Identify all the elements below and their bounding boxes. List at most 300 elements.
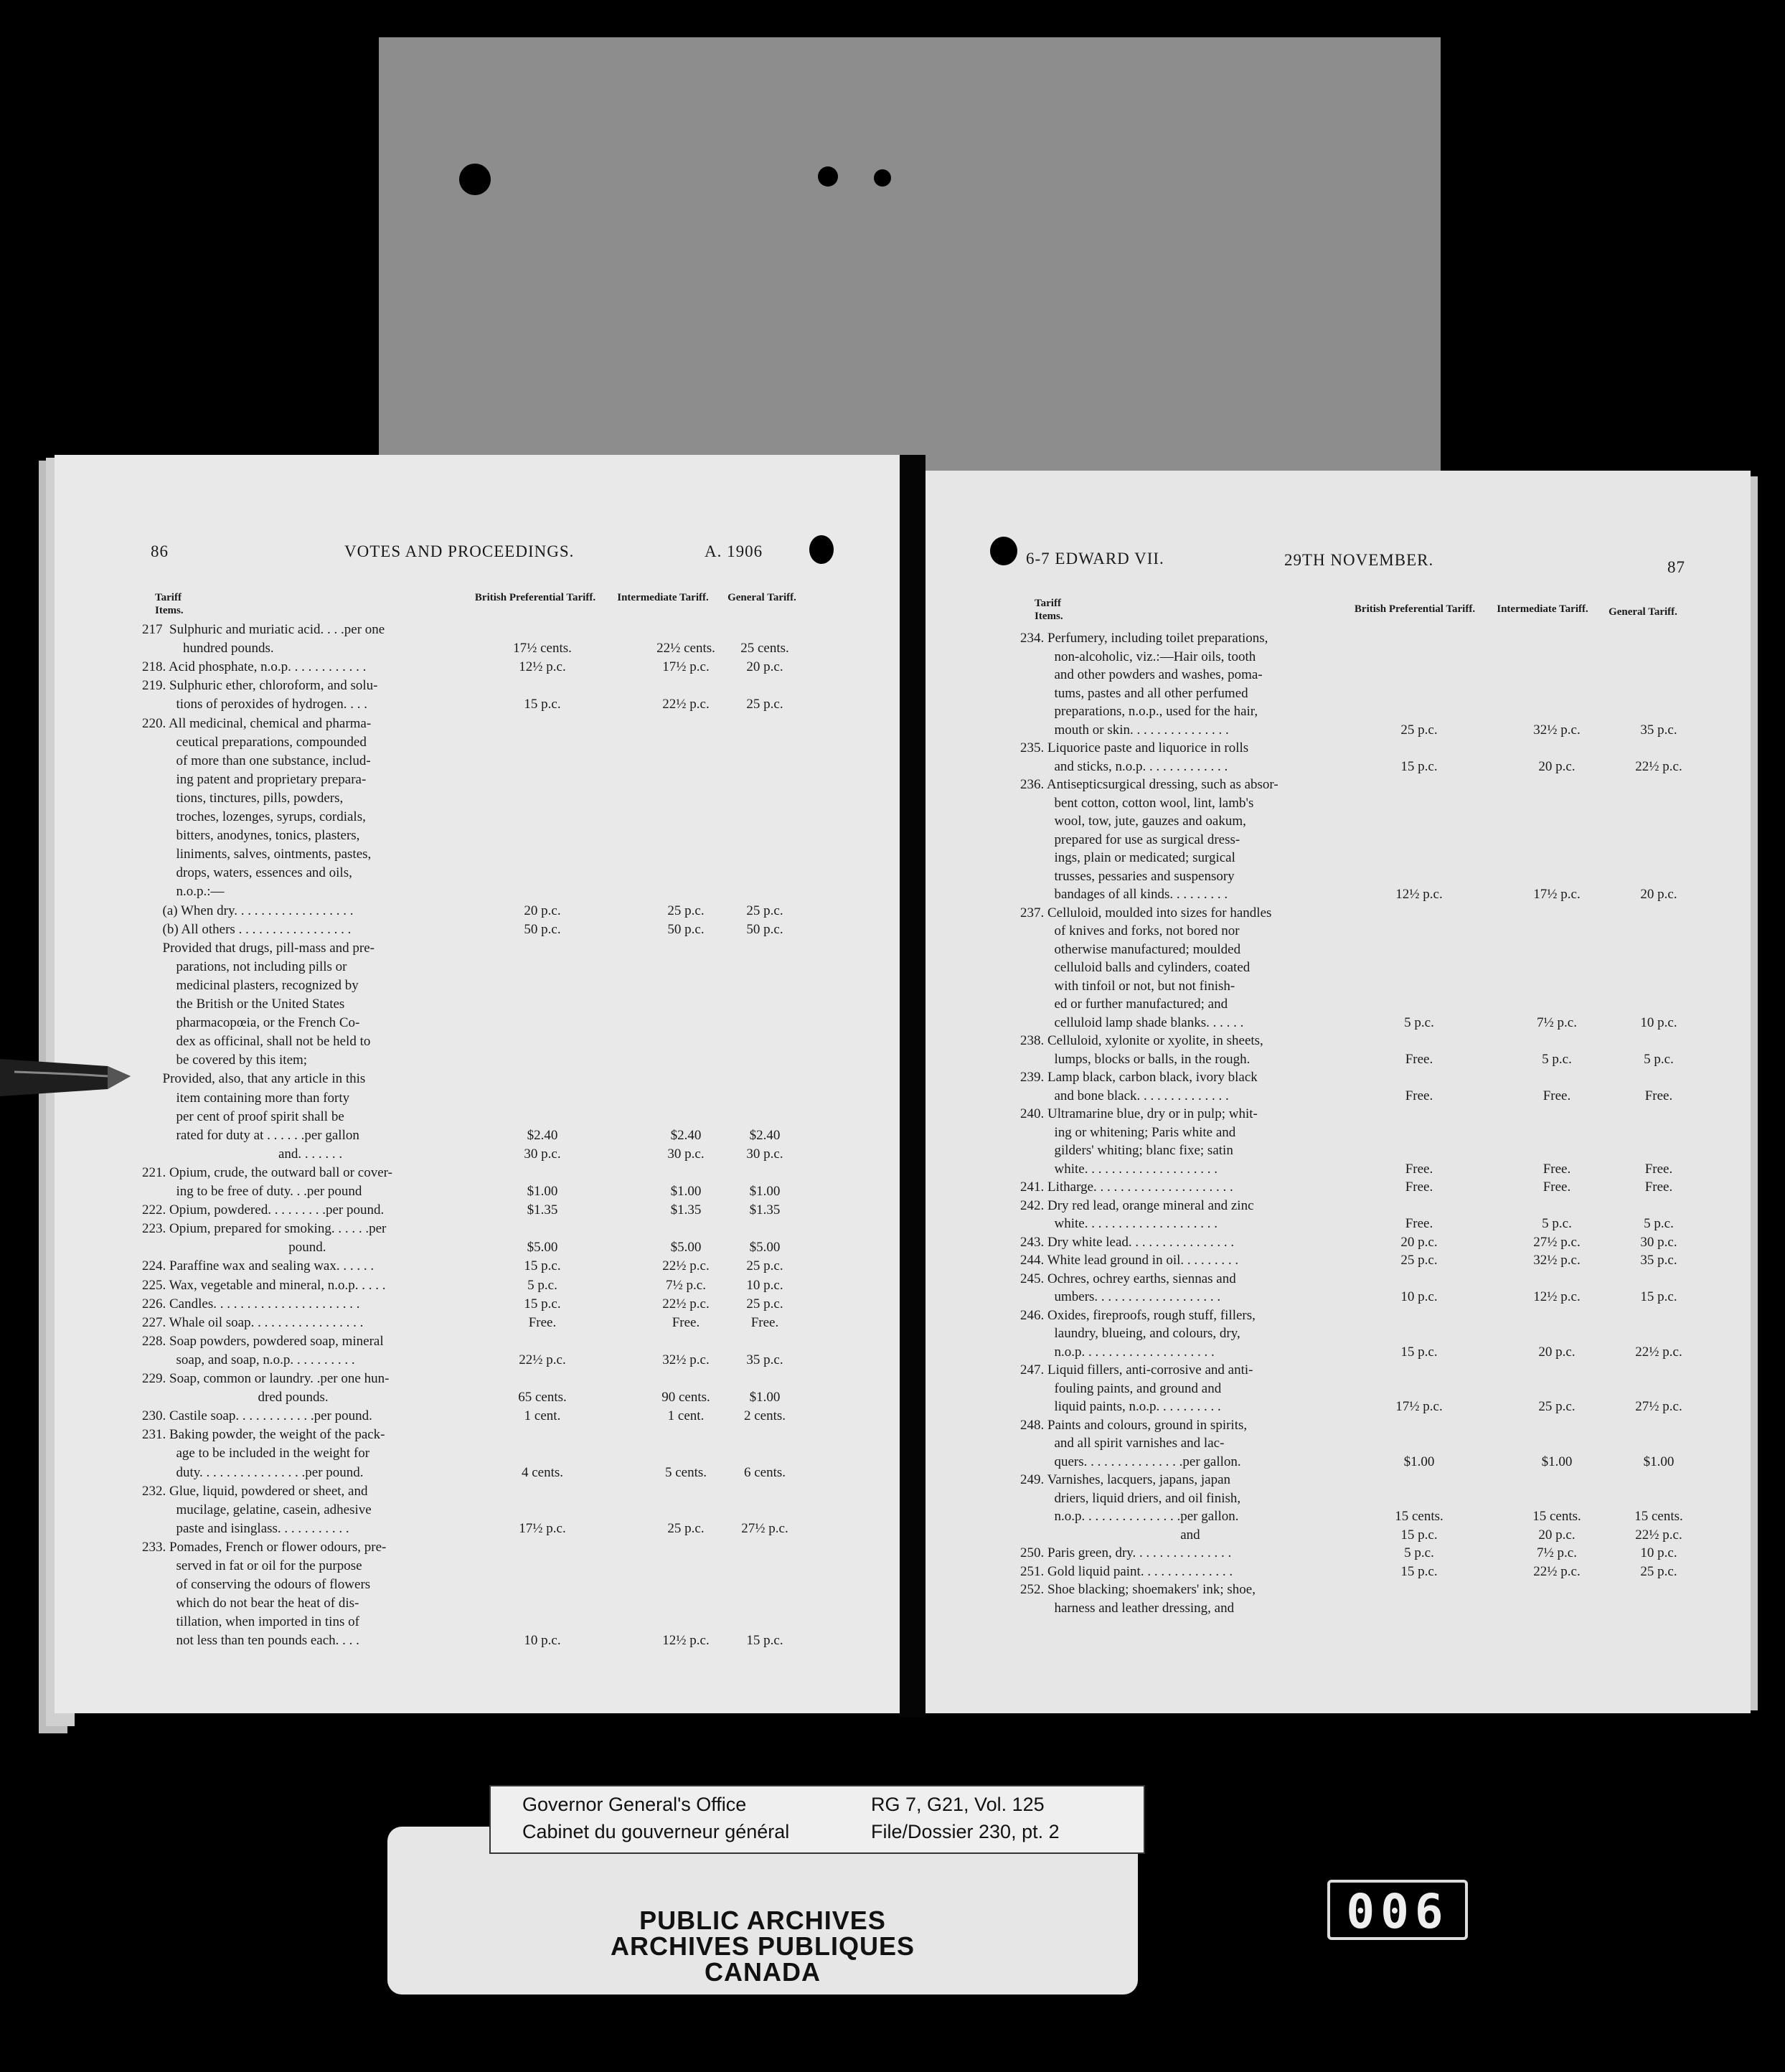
general-rate: 2 cents.: [743, 1408, 786, 1424]
tariff-row: [55, 940, 900, 957]
intermediate-rate: Free.: [1543, 1088, 1571, 1103]
item-description: medicinal plasters, recognized by: [142, 977, 359, 993]
book-gutter: [900, 455, 926, 1718]
item-description: harness and leather dressing, and: [1020, 1600, 1235, 1616]
item-description: 245. Ochres, ochrey earths, siennas and: [1020, 1271, 1236, 1286]
tariff-row: [926, 1600, 1751, 1617]
item-description: lumps, blocks or balls, in the rough.: [1020, 1051, 1251, 1067]
british-preferential-rate: 5 p.c.: [1404, 1014, 1434, 1030]
intermediate-rate: 15 cents.: [1532, 1509, 1581, 1524]
item-description: tions of peroxides of hydrogen. . . .: [142, 697, 367, 712]
general-rate: Free.: [1644, 1088, 1673, 1103]
tariff-row: [926, 1142, 1751, 1159]
item-description: tums, pastes and all other perfumed: [1020, 685, 1248, 701]
item-description: (a) When dry. . . . . . . . . . . . . . . . . .: [142, 903, 354, 918]
record-group-reference: RG 7, G21, Vol. 125: [871, 1794, 1045, 1815]
item-description: 221. Opium, crude, the outward ball or cover-: [142, 1164, 392, 1180]
british-preferential-rate: 5 p.c.: [527, 1277, 557, 1293]
british-preferential-rate: 12½ p.c.: [519, 659, 566, 675]
tariff-row: [926, 703, 1751, 720]
tariff-row: [55, 1614, 900, 1631]
general-rate: 25 p.c.: [1640, 1563, 1677, 1579]
tariff-row: [55, 1108, 900, 1126]
punch-hole: [809, 535, 834, 564]
general-rate: 25 p.c.: [746, 903, 783, 918]
british-preferential-rate: 15 p.c.: [1400, 758, 1438, 774]
intermediate-rate: 1 cent.: [667, 1408, 705, 1424]
tariff-row: [55, 1296, 900, 1313]
british-preferential-rate: 22½ p.c.: [519, 1352, 566, 1367]
tariff-row: [926, 1380, 1751, 1398]
item-description: drops, waters, essences and oils,: [142, 865, 352, 881]
british-preferential-rate: 17½ cents.: [513, 641, 572, 656]
item-description: preparations, n.o.p., used for the hair,: [1020, 704, 1258, 719]
tariff-row: [55, 753, 900, 770]
intermediate-rate: 32½ p.c.: [1533, 1253, 1581, 1268]
item-description: ings, plain or medicated; surgical: [1020, 850, 1235, 865]
general-rate: 35 p.c.: [1640, 722, 1677, 738]
intermediate-rate: $1.00: [1541, 1454, 1573, 1469]
tariff-row: [926, 649, 1751, 666]
intermediate-rate: 17½ p.c.: [1533, 887, 1581, 902]
tariff-row: [926, 1527, 1751, 1544]
tariff-row: [55, 1445, 900, 1462]
tariff-row: [55, 659, 900, 676]
tariff-row: [926, 1398, 1751, 1416]
item-description: dred pounds.: [142, 1390, 329, 1405]
running-title: VOTES AND PROCEEDINGS.: [344, 542, 575, 560]
tariff-row: [926, 923, 1751, 940]
tariff-row: [55, 827, 900, 844]
tariff-row: [55, 1220, 900, 1238]
british-preferential-rate: Free.: [1405, 1216, 1433, 1231]
tariff-row: [926, 1234, 1751, 1251]
item-description: and all spirit varnishes and lac-: [1020, 1436, 1225, 1451]
tariff-row: [55, 1464, 900, 1482]
general-rate: $1.00: [1643, 1454, 1675, 1469]
general-rate: 30 p.c.: [1640, 1234, 1677, 1250]
tariff-row: [926, 996, 1751, 1013]
item-description: trusses, pessaries and suspensory: [1020, 868, 1235, 884]
item-description: which do not bear the heat of dis-: [142, 1596, 359, 1611]
item-description: prepared for use as surgical dress-: [1020, 832, 1240, 847]
general-rate: Free.: [1644, 1161, 1673, 1177]
item-description: 218. Acid phosphate, n.o.p. . . . . . . . . . . .: [142, 659, 367, 675]
item-description: white. . . . . . . . . . . . . . . . . . . .: [1020, 1161, 1218, 1177]
intermediate-rate: $1.00: [670, 1184, 702, 1199]
tariff-row: [926, 886, 1751, 903]
item-description: 242. Dry red lead, orange mineral and zinc: [1020, 1197, 1254, 1213]
intermediate-rate: 25 p.c.: [667, 903, 705, 918]
intermediate-rate: 32½ p.c.: [1533, 722, 1581, 738]
item-description: 228. Soap powders, powdered soap, mineral: [142, 1333, 384, 1349]
archive-stamp-line: ARCHIVES PUBLIQUES: [610, 1931, 915, 1961]
item-description: 226. Candles. . . . . . . . . . . . . . . . . . . . . .: [142, 1296, 360, 1312]
item-description: ing patent and proprietary prepara-: [142, 771, 367, 787]
british-preferential-rate: Free.: [1405, 1161, 1433, 1177]
tariff-row: [55, 1520, 900, 1537]
item-description: Provided that drugs, pill-mass and pre-: [142, 940, 375, 956]
general-rate: 10 p.c.: [1640, 1014, 1677, 1030]
tariff-row: [55, 883, 900, 900]
tariff-row: [55, 1426, 900, 1444]
tariff-row: [926, 1069, 1751, 1086]
column-header-british-preferential: British Preferential Tariff.: [474, 592, 596, 603]
intermediate-rate: 20 p.c.: [1538, 758, 1576, 774]
tariff-row: [926, 1417, 1751, 1434]
item-description: parations, not including pills or: [142, 959, 347, 974]
tariff-row: [926, 630, 1751, 647]
british-preferential-rate: 30 p.c.: [524, 1146, 561, 1162]
british-preferential-rate: $2.40: [527, 1127, 558, 1143]
item-description: 224. Paraffine wax and sealing wax. . . . . .: [142, 1258, 375, 1274]
intermediate-rate: $2.40: [670, 1127, 702, 1143]
punch-hole: [874, 169, 891, 187]
punch-hole: [818, 166, 838, 187]
item-description: duty. . . . . . . . . . . . . . . .per pound.: [142, 1464, 364, 1480]
item-description: 232. Glue, liquid, powdered or sheet, and: [142, 1483, 368, 1499]
tariff-row: [926, 905, 1751, 922]
intermediate-rate: 22½ p.c.: [1533, 1563, 1581, 1579]
item-description: per cent of proof spirit shall be: [142, 1108, 344, 1124]
item-description: 219. Sulphuric ether, chloroform, and solu-: [142, 678, 378, 694]
tariff-row: [55, 790, 900, 807]
tariff-row: [926, 1124, 1751, 1141]
intermediate-rate: $5.00: [670, 1240, 702, 1256]
general-rate: 22½ p.c.: [1635, 758, 1682, 774]
intermediate-rate: 25 p.c.: [1538, 1399, 1576, 1414]
tariff-row: [55, 1576, 900, 1593]
item-description: laundry, blueing, and colours, dry,: [1020, 1326, 1240, 1341]
tariff-row: [926, 941, 1751, 959]
item-description: pound.: [142, 1240, 326, 1256]
general-rate: 25 cents.: [740, 641, 789, 656]
item-description: and: [1020, 1527, 1200, 1543]
item-description: and. . . . . . .: [142, 1146, 343, 1162]
column-header-general: General Tariff.: [727, 592, 796, 603]
british-preferential-rate: 20 p.c.: [524, 903, 561, 918]
page-number: 87: [1667, 558, 1685, 576]
british-preferential-rate: 4 cents.: [521, 1464, 564, 1480]
tariff-row: [55, 1314, 900, 1332]
item-description: 243. Dry white lead. . . . . . . . . . . . . . . .: [1020, 1234, 1235, 1250]
item-description: 225. Wax, vegetable and mineral, n.o.p. . . . .: [142, 1277, 386, 1293]
tariff-row: [55, 1277, 900, 1294]
item-description: bent cotton, cotton wool, lint, lamb's: [1020, 795, 1254, 811]
column-header-items: Tariff Items.: [1035, 598, 1063, 622]
date-label: 29TH NOVEMBER.: [1284, 551, 1434, 569]
tariff-row: [926, 1490, 1751, 1507]
british-preferential-rate: Free.: [1405, 1179, 1433, 1195]
tariff-row: [926, 776, 1751, 794]
item-description: n.o.p. . . . . . . . . . . . . . .per gallon.: [1020, 1509, 1239, 1524]
item-description: 239. Lamp black, carbon black, ivory black: [1020, 1070, 1258, 1085]
tariff-row: [926, 1435, 1751, 1452]
british-preferential-rate: $1.00: [1403, 1454, 1435, 1469]
item-description: troches, lozenges, syrups, cordials,: [142, 809, 366, 824]
page-number: 86: [151, 542, 169, 560]
tariff-row: [55, 696, 900, 713]
intermediate-rate: Free.: [672, 1314, 700, 1330]
item-description: ceutical preparations, compounded: [142, 734, 367, 750]
general-rate: 20 p.c.: [1640, 887, 1677, 902]
item-description: not less than ten pounds each. . . .: [142, 1633, 359, 1649]
item-description: driers, liquid driers, and oil finish,: [1020, 1490, 1241, 1506]
tariff-row: [55, 1146, 900, 1163]
intermediate-rate: 12½ p.c.: [1533, 1289, 1581, 1304]
tariff-row: [55, 921, 900, 938]
tariff-row: [55, 1258, 900, 1275]
punch-hole: [459, 164, 491, 195]
general-rate: 10 p.c.: [1640, 1545, 1677, 1560]
punch-hole: [990, 537, 1017, 565]
tariff-row: [55, 1127, 900, 1144]
tariff-row: [55, 1483, 900, 1500]
british-preferential-rate: 25 p.c.: [1400, 1253, 1438, 1268]
general-rate: $1.00: [749, 1184, 781, 1199]
item-description: n.o.p. . . . . . . . . . . . . . . . . . . .: [1020, 1344, 1215, 1360]
tariff-row: [926, 1051, 1751, 1068]
tariff-row: [926, 1508, 1751, 1525]
tariff-row: [926, 1471, 1751, 1489]
item-description: age to be included in the weight for: [142, 1446, 370, 1461]
intermediate-rate: 32½ p.c.: [662, 1352, 710, 1367]
british-preferential-rate: 5 p.c.: [1404, 1545, 1434, 1560]
item-description: 229. Soap, common or laundry. .per one hun-: [142, 1371, 390, 1386]
general-rate: 35 p.c.: [1640, 1253, 1677, 1268]
tariff-row: [926, 832, 1751, 849]
intermediate-rate: Free.: [1543, 1161, 1571, 1177]
general-rate: 25 p.c.: [746, 1296, 783, 1312]
item-description: bandages of all kinds. . . . . . . . .: [1020, 887, 1228, 902]
tariff-row: [926, 1344, 1751, 1361]
item-description: dex as officinal, shall not be held to: [142, 1034, 371, 1050]
tariff-row: [55, 1164, 900, 1182]
column-header-intermediate: Intermediate Tariff.: [617, 592, 709, 603]
tariff-row: [55, 1014, 900, 1032]
item-description: bitters, anodynes, tonics, plasters,: [142, 828, 360, 844]
tariff-row: [55, 903, 900, 920]
british-preferential-rate: 65 cents.: [518, 1390, 567, 1405]
archive-reference-label: [489, 1785, 1145, 1854]
item-description: 222. Opium, powdered. . . . . . . . .per pound.: [142, 1202, 385, 1218]
column-header-items: Tariff Items.: [155, 592, 184, 616]
general-rate: 22½ p.c.: [1635, 1344, 1682, 1360]
intermediate-rate: 12½ p.c.: [662, 1633, 710, 1649]
item-description: ing or whitening; Paris white and: [1020, 1124, 1236, 1140]
item-description: 244. White lead ground in oil. . . . . . . . .: [1020, 1253, 1239, 1268]
tariff-row: [926, 868, 1751, 885]
item-description: 240. Ultramarine blue, dry or in pulp; whit-: [1020, 1106, 1258, 1121]
tariff-row: [926, 1362, 1751, 1379]
item-description: umbers. . . . . . . . . . . . . . . . . . .: [1020, 1289, 1221, 1304]
tariff-row: [926, 1215, 1751, 1233]
general-rate: 27½ p.c.: [1635, 1399, 1682, 1414]
frame-number: [1327, 1880, 1468, 1940]
intermediate-rate: 22½ p.c.: [662, 1258, 710, 1274]
general-rate: 30 p.c.: [746, 1146, 783, 1162]
item-description: ing to be free of duty. . .per pound: [142, 1184, 362, 1199]
intermediate-rate: 25 p.c.: [667, 1520, 705, 1536]
item-description: soap, and soap, n.o.p. . . . . . . . . .: [142, 1352, 355, 1367]
column-header-british-preferential: British Preferential Tariff.: [1354, 603, 1476, 615]
british-preferential-rate: 15 cents.: [1395, 1509, 1443, 1524]
item-description: white. . . . . . . . . . . . . . . . . . . .: [1020, 1216, 1218, 1231]
british-preferential-rate: Free.: [1405, 1051, 1433, 1067]
office-english: Governor General's Office: [522, 1794, 747, 1815]
item-description: the British or the United States: [142, 997, 345, 1012]
item-description: 237. Celluloid, moulded into sizes for handles: [1020, 905, 1272, 920]
tariff-row: [55, 996, 900, 1013]
general-rate: $1.35: [749, 1202, 781, 1218]
item-description: mucilage, gelatine, casein, adhesive: [142, 1502, 372, 1517]
intermediate-rate: 7½ p.c.: [666, 1277, 706, 1293]
intermediate-rate: 17½ p.c.: [662, 659, 710, 675]
british-preferential-rate: 15 p.c.: [1400, 1527, 1438, 1543]
tariff-row: [926, 1271, 1751, 1288]
running-title: 6-7 EDWARD VII.: [1026, 550, 1164, 568]
item-description: Provided, also, that any article in this: [142, 1071, 366, 1087]
item-description: be covered by this item;: [142, 1053, 308, 1068]
item-description: with tinfoil or not, but not finish-: [1020, 978, 1235, 994]
british-preferential-rate: Free.: [1405, 1088, 1433, 1103]
tariff-row: [55, 959, 900, 976]
general-rate: $2.40: [749, 1127, 781, 1143]
item-description: 251. Gold liquid paint. . . . . . . . . . . . . .: [1020, 1563, 1233, 1579]
general-rate: 15 p.c.: [746, 1633, 783, 1649]
item-description: liquid paints, n.o.p. . . . . . . . . .: [1020, 1399, 1221, 1414]
tariff-row: [55, 977, 900, 994]
tariff-row: [55, 1370, 900, 1388]
intermediate-rate: 50 p.c.: [667, 921, 705, 937]
british-preferential-rate: 1 cent.: [524, 1408, 561, 1424]
intermediate-rate: 5 p.c.: [1542, 1051, 1572, 1067]
file-reference: File/Dossier 230, pt. 2: [871, 1821, 1060, 1842]
british-preferential-rate: 10 p.c.: [1400, 1289, 1438, 1304]
tariff-row: [55, 771, 900, 788]
item-description: 217 Sulphuric and muriatic acid. . . .per one: [142, 622, 385, 637]
item-description: 238. Celluloid, xylonite or xyolite, in sheets,: [1020, 1033, 1263, 1048]
intermediate-rate: 22½ p.c.: [662, 697, 710, 712]
intermediate-rate: 7½ p.c.: [1537, 1545, 1577, 1560]
intermediate-rate: 5 p.c.: [1542, 1216, 1572, 1231]
intermediate-rate: 7½ p.c.: [1537, 1014, 1577, 1030]
item-description: of more than one substance, includ-: [142, 753, 371, 768]
tariff-row: [926, 1032, 1751, 1050]
item-description: celluloid lamp shade blanks. . . . . .: [1020, 1014, 1244, 1030]
general-rate: 25 p.c.: [746, 1258, 783, 1274]
tariff-row: [926, 1014, 1751, 1032]
british-preferential-rate: $1.00: [527, 1184, 558, 1199]
intermediate-rate: 90 cents.: [661, 1390, 710, 1405]
tariff-row: [55, 1333, 900, 1350]
general-rate: 15 p.c.: [1640, 1289, 1677, 1304]
tariff-row: [926, 849, 1751, 867]
intermediate-rate: 27½ p.c.: [1533, 1234, 1581, 1250]
archive-stamp-line: CANADA: [705, 1957, 821, 1987]
office-french: Cabinet du gouverneur général: [522, 1821, 790, 1842]
tariff-row: [55, 1090, 900, 1107]
general-rate: 27½ p.c.: [741, 1520, 788, 1536]
general-rate: $1.00: [749, 1390, 781, 1405]
item-description: of conserving the odours of flowers: [142, 1577, 371, 1593]
tariff-row: [926, 978, 1751, 995]
item-description: 230. Castile soap. . . . . . . . . . . .per pound.: [142, 1408, 372, 1424]
tariff-row: [926, 795, 1751, 812]
item-description: ed or further manufactured; and: [1020, 997, 1228, 1012]
tariff-row: [55, 1539, 900, 1556]
pencil-tip: [0, 1045, 151, 1109]
british-preferential-rate: 15 p.c.: [1400, 1344, 1438, 1360]
item-description: and other powders and washes, poma-: [1020, 667, 1263, 682]
tariff-row: [926, 667, 1751, 684]
envelope-background: [379, 37, 1441, 482]
tariff-row: [926, 1454, 1751, 1471]
item-description: rated for duty at . . . . . .per gallon: [142, 1127, 359, 1143]
tariff-row: [55, 1070, 900, 1088]
item-description: 227. Whale oil soap. . . . . . . . . . . . . . . . .: [142, 1314, 364, 1330]
year-label: A. 1906: [705, 542, 763, 560]
item-description: 223. Opium, prepared for smoking. . . . . .per: [142, 1221, 387, 1237]
item-description: gilders' whiting; blanc fixe; satin: [1020, 1143, 1233, 1158]
tariff-row: [55, 677, 900, 694]
tariff-row: [926, 1161, 1751, 1178]
british-preferential-rate: 15 p.c.: [524, 1258, 561, 1274]
item-description: tillation, when imported in tins of: [142, 1614, 359, 1630]
intermediate-rate: $1.35: [670, 1202, 702, 1218]
tariff-row: [55, 1389, 900, 1406]
tariff-row: [55, 1183, 900, 1200]
tariff-row: [926, 1197, 1751, 1215]
item-description: otherwise manufactured; moulded: [1020, 941, 1241, 957]
item-description: quers. . . . . . . . . . . . . . .per gallon.: [1020, 1454, 1241, 1469]
tariff-row: [55, 1033, 900, 1050]
intermediate-rate: 20 p.c.: [1538, 1344, 1576, 1360]
item-description: 235. Liquorice paste and liquorice in rolls: [1020, 740, 1249, 755]
intermediate-rate: Free.: [1543, 1179, 1571, 1195]
item-description: 234. Perfumery, including toilet preparations,: [1020, 631, 1268, 646]
tariff-row: [55, 715, 900, 733]
tariff-row: [55, 1408, 900, 1425]
tariff-row: [926, 740, 1751, 757]
item-description: 248. Paints and colours, ground in spirits,: [1020, 1417, 1248, 1433]
tariff-row: [55, 1558, 900, 1575]
item-description: served in fat or oil for the purpose: [142, 1558, 362, 1573]
tariff-row: [926, 1252, 1751, 1269]
tariff-row: [55, 734, 900, 751]
british-preferential-rate: 15 p.c.: [524, 1296, 561, 1312]
general-rate: 22½ p.c.: [1635, 1527, 1682, 1543]
item-description: mouth or skin. . . . . . . . . . . . . . .: [1020, 722, 1229, 738]
intermediate-rate: 22½ p.c.: [662, 1296, 710, 1312]
item-description: of knives and forks, not bored nor: [1020, 923, 1240, 938]
general-rate: 5 p.c.: [1644, 1051, 1674, 1067]
british-preferential-rate: 17½ p.c.: [519, 1520, 566, 1536]
general-rate: 5 p.c.: [1644, 1216, 1674, 1231]
intermediate-rate: 22½ cents.: [656, 641, 715, 656]
general-rate: Free.: [1644, 1179, 1673, 1195]
item-description: and bone black. . . . . . . . . . . . . .: [1020, 1088, 1229, 1103]
tariff-row: [55, 640, 900, 657]
general-rate: 25 p.c.: [746, 697, 783, 712]
tariff-row: [55, 809, 900, 826]
tariff-row: [55, 1502, 900, 1519]
tariff-row: [926, 1563, 1751, 1581]
tariff-row: [926, 1325, 1751, 1342]
general-rate: $5.00: [749, 1240, 781, 1256]
tariff-row: [926, 1545, 1751, 1562]
tariff-row: [926, 1289, 1751, 1306]
